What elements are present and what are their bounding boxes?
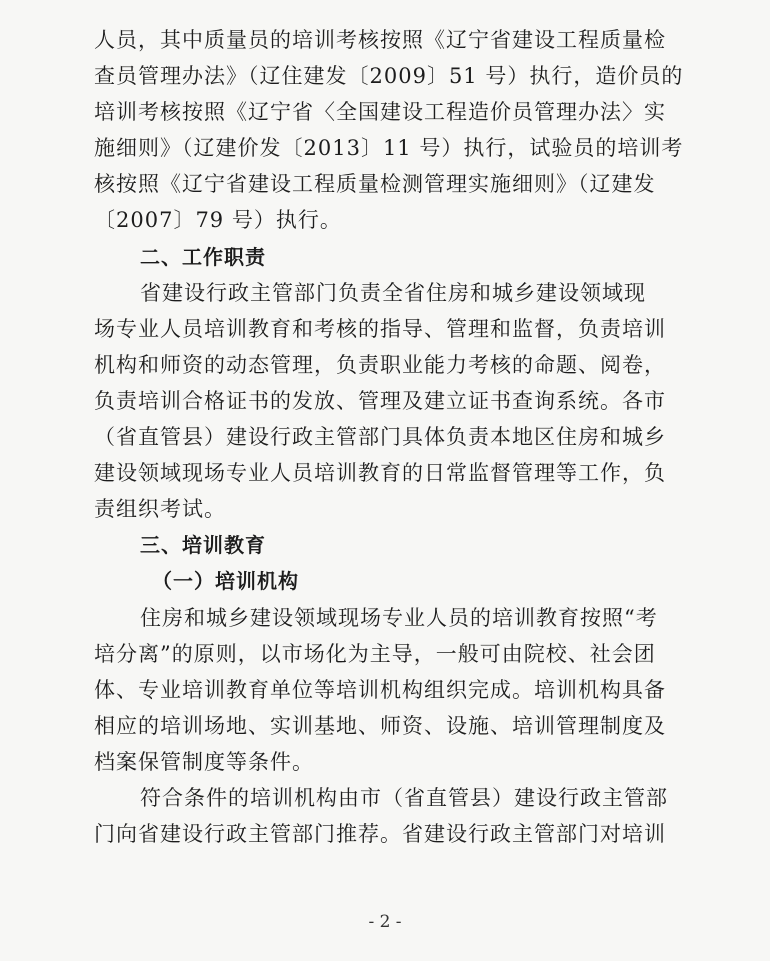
page-number: - 2 - [368, 912, 402, 932]
paragraph-line: 住房和城乡建设领域现场专业人员的培训教育按照“考 [140, 605, 658, 630]
paragraph-line: 培分离”的原则，以市场化为主导，一般可由院校、社会团 [94, 641, 656, 666]
paragraph-line: （省直管县）建设行政主管部门具体负责本地区住房和城乡 [94, 425, 666, 450]
section-heading-duties: 二、工作职责 [140, 244, 266, 269]
paragraph-line: 建设领域现场专业人员培训教育的日常监督管理等工作，负 [94, 461, 666, 486]
paragraph-line: 施细则》（辽建价发〔2013〕11 号）执行，试验员的培训考 [94, 136, 684, 161]
paragraph-line: 场专业人员培训教育和考核的指导、管理和监督，负责培训 [94, 316, 666, 341]
paragraph-line: 人员，其中质量员的培训考核按照《辽宁省建设工程质量检 [94, 28, 666, 52]
paragraph-line: 负责培训合格证书的发放、管理及建立证书查询系统。各市 [94, 388, 666, 413]
paragraph-line: 核按照《辽宁省建设工程质量检测管理实施细则》（辽建发 [94, 172, 656, 197]
section-heading-training: 三、培训教育 [140, 533, 266, 558]
paragraph-line: 档案保管制度等条件。 [94, 749, 314, 774]
paragraph-line: 门向省建设行政主管部门推荐。省建设行政主管部门对培训 [94, 822, 666, 847]
paragraph-line: 符合条件的培训机构由市（省直管县）建设行政主管部 [140, 785, 668, 810]
paragraph-line: 责组织考试。 [94, 497, 226, 522]
subsection-heading-institutions: （一）培训机构 [152, 569, 299, 594]
paragraph-line: 培训考核按照《辽宁省〈全国建设工程造价员管理办法〉实 [94, 100, 666, 125]
paragraph-line: 机构和师资的动态管理，负责职业能力考核的命题、阅卷， [94, 352, 666, 377]
paragraph-line: 相应的培训场地、实训基地、师资、设施、培训管理制度及 [94, 713, 666, 738]
body-text [94, 22, 714, 852]
paragraph-line: 〔2007〕79 号）执行。 [94, 208, 342, 233]
paragraph-line: 省建设行政主管部门负责全省住房和城乡建设领域现 [140, 280, 646, 305]
paragraph-line: 体、专业培训教育单位等培训机构组织完成。培训机构具备 [94, 677, 666, 702]
paragraph-line: 查员管理办法》（辽住建发〔2009〕51 号）执行，造价员的 [94, 64, 684, 89]
